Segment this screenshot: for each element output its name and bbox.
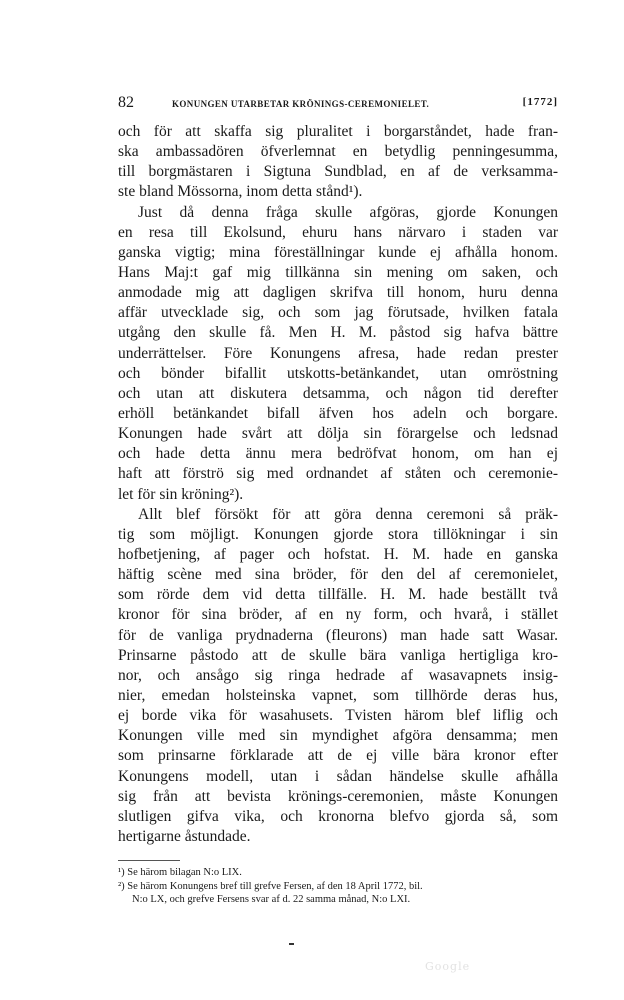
page-number: 82 [118,94,134,111]
footnotes [118,866,558,907]
text-line: erhöll betänkandet bifall äfven hos adeln och borgare. [118,404,558,422]
main-text [118,122,558,847]
text-line: Konungen ville med sin myndighet afgöra densamma; men [118,727,558,745]
text-line: underrättelser. Före Konungens afresa, hade redan prester [118,344,558,362]
running-title: KONUNGEN UTARBETAR KRÖNINGS-CEREMONIELET. [172,99,430,109]
footnote-2-continued: N:o LX, och grefve Fersens svar af d. 22 samma månad, N:o LXI. [132,894,411,905]
text-line: som prinsarne förklarade att de ej ville bära kronor efter [118,747,558,765]
text-line: affär utvecklade sig, och som jag förutsade, hvilken fatala [118,304,558,322]
text-line: Konungen hade svårt att dölja sin förargelse och ledsnad [118,425,558,443]
text-line: ganska vigtig; mina föreställningar kunde ej afhålla honom. [118,243,558,261]
library-watermark: Google [425,960,471,973]
text-line: och för att skaffa sig pluralitet i borgarståndet, hade fran- [118,123,558,140]
text-line: anmodade mig att dagligen skrifva till honom, huru denna [118,284,558,302]
text-line: Konungens modell, utan i sådan händelse skulle afhålla [118,767,558,785]
text-line: haft att förströ sig med ordnandet af ståten och ceremonie- [118,465,558,483]
text-line: let för sin kröning²). [118,485,244,503]
running-header [118,96,558,114]
text-line: Just då denna fråga skulle afgöras, gjorde Konungen [138,203,558,221]
text-line: slutligen gifva vika, och kronorna blefvo gjorda så, som [118,807,558,825]
text-line: sig från att bevista krönings-ceremonien, måste Konungen [118,787,558,805]
text-line: som rörde dem vid detta tillfälle. H. M. hade beställt två [118,586,558,604]
text-line: Prinsarne påstodo att de skulle bära vanliga hertigliga kro- [118,646,558,664]
text-line: ste bland Mössorna, inom detta stånd¹). [118,183,363,201]
text-line: utgång den skulle få. Men H. M. påstod sig hafva bättre [118,324,558,342]
footnote-1: ¹) Se härom bilagan N:o LIX. [118,867,242,878]
text-line: tig som möjligt. Konungen gjorde stora tillökningar i sin [118,525,558,543]
text-line: nor, och ansågo sig ringa hedrade af wasavapnets insig- [118,666,558,684]
text-line: häftig scène med sina bröder, för den del af ceremonielet, [118,566,558,584]
text-line: hertigarne åstundade. [118,827,251,845]
text-line: Hans Maj:t gaf mig tillkänna sin mening om saken, och [118,263,558,281]
text-line: Allt blef försökt för att göra denna ceremoni så präk- [138,505,558,523]
text-line: och bönder bifallit utskotts-betänkandet, utan omröstning [118,364,558,382]
year-marker: [1772] [522,96,558,108]
footnote-2: ²) Se härom Konungens bref till grefve Fersen, af den 18 April 1772, bil. [118,880,423,892]
text-line: och utan att diskutera detsamma, och någon tid derefter [118,384,558,402]
page-bottom-mark [289,943,294,945]
text-line: en resa till Ekolsund, ehuru hans närvaro i staden var [118,223,558,241]
text-line: till borgmästaren i Sigtuna Sundblad, en af de verksamma- [118,163,558,181]
text-line: kronor för sina bröder, af en ny form, och hvarå, i stället [118,606,558,624]
footnote-divider [118,860,180,861]
text-line: nier, emedan holsteinska vapnet, som tillhörde deras hus, [118,686,558,704]
text-line: ska ambassadören öfverlemnat en betydlig penningesumma, [118,143,558,161]
text-line: och hade detta ännu mera bedröfvat honom, om han ej [118,445,558,463]
text-line: hofbetjening, af pager och hofstat. H. M. hade en ganska [118,545,558,563]
text-line: för de vanliga prydnaderna (fleurons) man hade satt Wasar. [118,626,558,644]
text-line: ej borde vika för wasahusets. Tvisten härom blef liflig och [118,707,558,725]
